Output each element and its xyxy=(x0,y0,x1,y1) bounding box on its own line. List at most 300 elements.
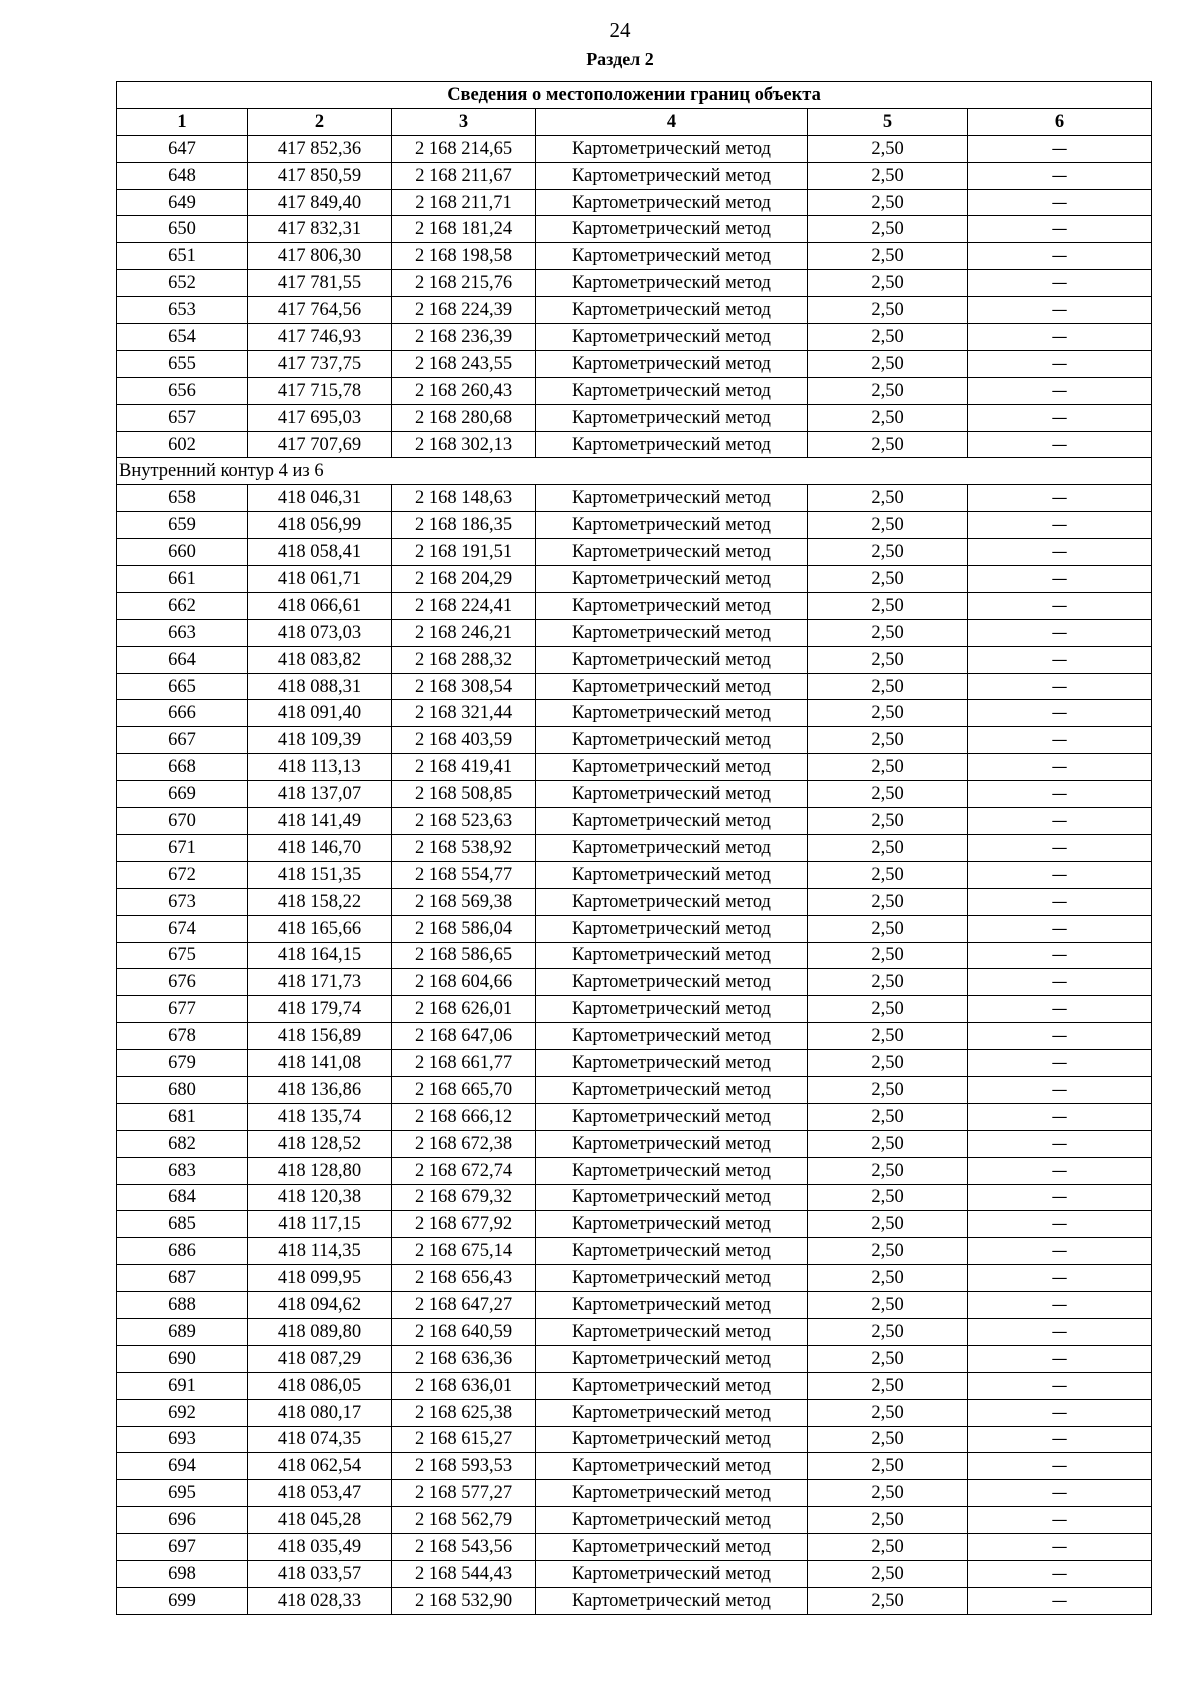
y-coordinate-cell: 2 168 626,01 xyxy=(392,996,536,1023)
point-number-cell: 684 xyxy=(117,1184,248,1211)
point-number-cell: 694 xyxy=(117,1453,248,1480)
x-coordinate-cell: 418 164,15 xyxy=(248,942,392,969)
table-row xyxy=(117,404,1152,431)
y-coordinate-cell: 2 168 647,06 xyxy=(392,1023,536,1050)
description-cell: — xyxy=(968,1426,1152,1453)
method-cell: Картометрический метод xyxy=(536,243,808,270)
table-row xyxy=(117,1399,1152,1426)
accuracy-cell: 2,50 xyxy=(808,754,968,781)
method-cell: Картометрический метод xyxy=(536,1318,808,1345)
y-coordinate-cell: 2 168 569,38 xyxy=(392,888,536,915)
point-number-cell: 648 xyxy=(117,162,248,189)
table-row xyxy=(117,1345,1152,1372)
table-row xyxy=(117,243,1152,270)
x-coordinate-cell: 417 781,55 xyxy=(248,270,392,297)
accuracy-cell: 2,50 xyxy=(808,539,968,566)
description-cell: — xyxy=(968,915,1152,942)
point-number-cell: 676 xyxy=(117,969,248,996)
accuracy-cell: 2,50 xyxy=(808,1265,968,1292)
y-coordinate-cell: 2 168 321,44 xyxy=(392,700,536,727)
accuracy-cell: 2,50 xyxy=(808,834,968,861)
x-coordinate-cell: 418 146,70 xyxy=(248,834,392,861)
table-row xyxy=(117,1480,1152,1507)
point-number-cell: 655 xyxy=(117,350,248,377)
y-coordinate-cell: 2 168 288,32 xyxy=(392,646,536,673)
y-coordinate-cell: 2 168 577,27 xyxy=(392,1480,536,1507)
method-cell: Картометрический метод xyxy=(536,324,808,351)
y-coordinate-cell: 2 168 243,55 xyxy=(392,350,536,377)
x-coordinate-cell: 418 066,61 xyxy=(248,592,392,619)
y-coordinate-cell: 2 168 672,74 xyxy=(392,1157,536,1184)
description-cell: — xyxy=(968,1399,1152,1426)
accuracy-cell: 2,50 xyxy=(808,1103,968,1130)
table-row xyxy=(117,1426,1152,1453)
boundary-coordinates-table xyxy=(116,81,1152,1615)
method-cell: Картометрический метод xyxy=(536,1372,808,1399)
table-row xyxy=(117,1453,1152,1480)
description-cell: — xyxy=(968,216,1152,243)
x-coordinate-cell: 417 852,36 xyxy=(248,135,392,162)
description-cell: — xyxy=(968,270,1152,297)
y-coordinate-cell: 2 168 308,54 xyxy=(392,673,536,700)
method-cell: Картометрический метод xyxy=(536,915,808,942)
table-row xyxy=(117,485,1152,512)
table-row xyxy=(117,646,1152,673)
point-number-cell: 691 xyxy=(117,1372,248,1399)
accuracy-cell: 2,50 xyxy=(808,1345,968,1372)
method-cell: Картометрический метод xyxy=(536,297,808,324)
method-cell: Картометрический метод xyxy=(536,673,808,700)
description-cell: — xyxy=(968,673,1152,700)
accuracy-cell: 2,50 xyxy=(808,700,968,727)
accuracy-cell: 2,50 xyxy=(808,592,968,619)
method-cell: Картометрический метод xyxy=(536,1534,808,1561)
point-number-cell: 653 xyxy=(117,297,248,324)
accuracy-cell: 2,50 xyxy=(808,1453,968,1480)
method-cell: Картометрический метод xyxy=(536,1292,808,1319)
description-cell: — xyxy=(968,1480,1152,1507)
accuracy-cell: 2,50 xyxy=(808,404,968,431)
y-coordinate-cell: 2 168 543,56 xyxy=(392,1534,536,1561)
x-coordinate-cell: 418 074,35 xyxy=(248,1426,392,1453)
method-cell: Картометрический метод xyxy=(536,1238,808,1265)
y-coordinate-cell: 2 168 661,77 xyxy=(392,1050,536,1077)
accuracy-cell: 2,50 xyxy=(808,1292,968,1319)
x-coordinate-cell: 418 053,47 xyxy=(248,1480,392,1507)
y-coordinate-cell: 2 168 554,77 xyxy=(392,861,536,888)
accuracy-cell: 2,50 xyxy=(808,566,968,593)
contour-label: Внутренний контур 4 из 6 xyxy=(117,458,1152,485)
accuracy-cell: 2,50 xyxy=(808,1130,968,1157)
x-coordinate-cell: 417 764,56 xyxy=(248,297,392,324)
table-row xyxy=(117,377,1152,404)
table-row xyxy=(117,1292,1152,1319)
description-cell: — xyxy=(968,1238,1152,1265)
accuracy-cell: 2,50 xyxy=(808,1318,968,1345)
table-body xyxy=(117,135,1152,1614)
x-coordinate-cell: 418 135,74 xyxy=(248,1103,392,1130)
x-coordinate-cell: 418 109,39 xyxy=(248,727,392,754)
accuracy-cell: 2,50 xyxy=(808,1372,968,1399)
x-coordinate-cell: 418 128,52 xyxy=(248,1130,392,1157)
method-cell: Картометрический метод xyxy=(536,135,808,162)
table-row xyxy=(117,1050,1152,1077)
point-number-cell: 663 xyxy=(117,619,248,646)
description-cell: — xyxy=(968,431,1152,458)
description-cell: — xyxy=(968,512,1152,539)
description-cell: — xyxy=(968,781,1152,808)
x-coordinate-cell: 418 151,35 xyxy=(248,861,392,888)
x-coordinate-cell: 417 746,93 xyxy=(248,324,392,351)
method-cell: Картометрический метод xyxy=(536,350,808,377)
accuracy-cell: 2,50 xyxy=(808,1211,968,1238)
y-coordinate-cell: 2 168 204,29 xyxy=(392,566,536,593)
point-number-cell: 656 xyxy=(117,377,248,404)
table-row xyxy=(117,1211,1152,1238)
description-cell: — xyxy=(968,861,1152,888)
method-cell: Картометрический метод xyxy=(536,754,808,781)
y-coordinate-cell: 2 168 593,53 xyxy=(392,1453,536,1480)
x-coordinate-cell: 418 033,57 xyxy=(248,1560,392,1587)
y-coordinate-cell: 2 168 677,92 xyxy=(392,1211,536,1238)
description-cell: — xyxy=(968,485,1152,512)
table-row xyxy=(117,324,1152,351)
method-cell: Картометрический метод xyxy=(536,1265,808,1292)
method-cell: Картометрический метод xyxy=(536,1103,808,1130)
point-number-cell: 675 xyxy=(117,942,248,969)
y-coordinate-cell: 2 168 675,14 xyxy=(392,1238,536,1265)
description-cell: — xyxy=(968,324,1152,351)
description-cell: — xyxy=(968,1318,1152,1345)
accuracy-cell: 2,50 xyxy=(808,216,968,243)
point-number-cell: 679 xyxy=(117,1050,248,1077)
description-cell: — xyxy=(968,1211,1152,1238)
column-header-5: 5 xyxy=(808,108,968,135)
method-cell: Картометрический метод xyxy=(536,942,808,969)
x-coordinate-cell: 418 179,74 xyxy=(248,996,392,1023)
point-number-cell: 698 xyxy=(117,1560,248,1587)
description-cell: — xyxy=(968,243,1152,270)
method-cell: Картометрический метод xyxy=(536,1507,808,1534)
table-row xyxy=(117,566,1152,593)
method-cell: Картометрический метод xyxy=(536,1426,808,1453)
y-coordinate-cell: 2 168 544,43 xyxy=(392,1560,536,1587)
x-coordinate-cell: 418 086,05 xyxy=(248,1372,392,1399)
description-cell: — xyxy=(968,404,1152,431)
table-row xyxy=(117,297,1152,324)
x-coordinate-cell: 418 083,82 xyxy=(248,646,392,673)
point-number-cell: 674 xyxy=(117,915,248,942)
table-row xyxy=(117,754,1152,781)
accuracy-cell: 2,50 xyxy=(808,297,968,324)
table-row xyxy=(117,673,1152,700)
accuracy-cell: 2,50 xyxy=(808,135,968,162)
point-number-cell: 652 xyxy=(117,270,248,297)
point-number-cell: 683 xyxy=(117,1157,248,1184)
description-cell: — xyxy=(968,1076,1152,1103)
table-row xyxy=(117,781,1152,808)
table-row xyxy=(117,1184,1152,1211)
point-number-cell: 669 xyxy=(117,781,248,808)
point-number-cell: 668 xyxy=(117,754,248,781)
description-cell: — xyxy=(968,727,1152,754)
y-coordinate-cell: 2 168 246,21 xyxy=(392,619,536,646)
point-number-cell: 699 xyxy=(117,1587,248,1614)
description-cell: — xyxy=(968,297,1152,324)
y-coordinate-cell: 2 168 224,41 xyxy=(392,592,536,619)
point-number-cell: 693 xyxy=(117,1426,248,1453)
x-coordinate-cell: 417 806,30 xyxy=(248,243,392,270)
x-coordinate-cell: 418 089,80 xyxy=(248,1318,392,1345)
accuracy-cell: 2,50 xyxy=(808,861,968,888)
table-caption-row xyxy=(117,82,1152,109)
description-cell: — xyxy=(968,1372,1152,1399)
method-cell: Картометрический метод xyxy=(536,270,808,297)
table-row xyxy=(117,1560,1152,1587)
y-coordinate-cell: 2 168 640,59 xyxy=(392,1318,536,1345)
point-number-cell: 654 xyxy=(117,324,248,351)
method-cell: Картометрический метод xyxy=(536,619,808,646)
accuracy-cell: 2,50 xyxy=(808,1587,968,1614)
x-coordinate-cell: 418 113,13 xyxy=(248,754,392,781)
x-coordinate-cell: 417 695,03 xyxy=(248,404,392,431)
method-cell: Картометрический метод xyxy=(536,216,808,243)
column-header-2: 2 xyxy=(248,108,392,135)
description-cell: — xyxy=(968,1292,1152,1319)
table-row xyxy=(117,834,1152,861)
accuracy-cell: 2,50 xyxy=(808,1426,968,1453)
table-row xyxy=(117,996,1152,1023)
x-coordinate-cell: 418 046,31 xyxy=(248,485,392,512)
point-number-cell: 681 xyxy=(117,1103,248,1130)
accuracy-cell: 2,50 xyxy=(808,888,968,915)
description-cell: — xyxy=(968,1345,1152,1372)
x-coordinate-cell: 418 073,03 xyxy=(248,619,392,646)
description-cell: — xyxy=(968,162,1152,189)
point-number-cell: 687 xyxy=(117,1265,248,1292)
method-cell: Картометрический метод xyxy=(536,1211,808,1238)
table-row xyxy=(117,942,1152,969)
method-cell: Картометрический метод xyxy=(536,781,808,808)
point-number-cell: 682 xyxy=(117,1130,248,1157)
table-row xyxy=(117,700,1152,727)
point-number-cell: 695 xyxy=(117,1480,248,1507)
accuracy-cell: 2,50 xyxy=(808,1157,968,1184)
accuracy-cell: 2,50 xyxy=(808,431,968,458)
table-row xyxy=(117,1534,1152,1561)
point-number-cell: 665 xyxy=(117,673,248,700)
method-cell: Картометрический метод xyxy=(536,1560,808,1587)
point-number-cell: 690 xyxy=(117,1345,248,1372)
x-coordinate-cell: 418 099,95 xyxy=(248,1265,392,1292)
accuracy-cell: 2,50 xyxy=(808,377,968,404)
accuracy-cell: 2,50 xyxy=(808,1184,968,1211)
description-cell: — xyxy=(968,808,1152,835)
description-cell: — xyxy=(968,1050,1152,1077)
description-cell: — xyxy=(968,1587,1152,1614)
x-coordinate-cell: 418 120,38 xyxy=(248,1184,392,1211)
table-row xyxy=(117,1372,1152,1399)
table-row xyxy=(117,1587,1152,1614)
point-number-cell: 680 xyxy=(117,1076,248,1103)
point-number-cell: 664 xyxy=(117,646,248,673)
table-row xyxy=(117,162,1152,189)
point-number-cell: 686 xyxy=(117,1238,248,1265)
point-number-cell: 650 xyxy=(117,216,248,243)
description-cell: — xyxy=(968,1130,1152,1157)
accuracy-cell: 2,50 xyxy=(808,270,968,297)
y-coordinate-cell: 2 168 586,65 xyxy=(392,942,536,969)
y-coordinate-cell: 2 168 679,32 xyxy=(392,1184,536,1211)
point-number-cell: 670 xyxy=(117,808,248,835)
description-cell: — xyxy=(968,996,1152,1023)
x-coordinate-cell: 417 832,31 xyxy=(248,216,392,243)
point-number-cell: 667 xyxy=(117,727,248,754)
table-row xyxy=(117,1076,1152,1103)
x-coordinate-cell: 418 156,89 xyxy=(248,1023,392,1050)
table-row xyxy=(117,969,1152,996)
y-coordinate-cell: 2 168 211,71 xyxy=(392,189,536,216)
accuracy-cell: 2,50 xyxy=(808,969,968,996)
y-coordinate-cell: 2 168 508,85 xyxy=(392,781,536,808)
accuracy-cell: 2,50 xyxy=(808,1050,968,1077)
method-cell: Картометрический метод xyxy=(536,888,808,915)
y-coordinate-cell: 2 168 191,51 xyxy=(392,539,536,566)
description-cell: — xyxy=(968,1453,1152,1480)
description-cell: — xyxy=(968,1560,1152,1587)
method-cell: Картометрический метод xyxy=(536,996,808,1023)
description-cell: — xyxy=(968,566,1152,593)
point-number-cell: 692 xyxy=(117,1399,248,1426)
accuracy-cell: 2,50 xyxy=(808,512,968,539)
table-row xyxy=(117,350,1152,377)
accuracy-cell: 2,50 xyxy=(808,1480,968,1507)
accuracy-cell: 2,50 xyxy=(808,915,968,942)
column-header-1: 1 xyxy=(117,108,248,135)
description-cell: — xyxy=(968,1023,1152,1050)
accuracy-cell: 2,50 xyxy=(808,350,968,377)
x-coordinate-cell: 418 171,73 xyxy=(248,969,392,996)
y-coordinate-cell: 2 168 636,36 xyxy=(392,1345,536,1372)
x-coordinate-cell: 418 045,28 xyxy=(248,1507,392,1534)
y-coordinate-cell: 2 168 625,38 xyxy=(392,1399,536,1426)
table-row xyxy=(117,888,1152,915)
description-cell: — xyxy=(968,834,1152,861)
description-cell: — xyxy=(968,1507,1152,1534)
point-number-cell: 673 xyxy=(117,888,248,915)
description-cell: — xyxy=(968,646,1152,673)
x-coordinate-cell: 418 062,54 xyxy=(248,1453,392,1480)
x-coordinate-cell: 418 094,62 xyxy=(248,1292,392,1319)
table-row xyxy=(117,1318,1152,1345)
accuracy-cell: 2,50 xyxy=(808,1560,968,1587)
method-cell: Картометрический метод xyxy=(536,1076,808,1103)
description-cell: — xyxy=(968,189,1152,216)
x-coordinate-cell: 418 091,40 xyxy=(248,700,392,727)
point-number-cell: 685 xyxy=(117,1211,248,1238)
description-cell: — xyxy=(968,969,1152,996)
table-row xyxy=(117,1130,1152,1157)
table-row xyxy=(117,1238,1152,1265)
accuracy-cell: 2,50 xyxy=(808,619,968,646)
column-header-6: 6 xyxy=(968,108,1152,135)
y-coordinate-cell: 2 168 215,76 xyxy=(392,270,536,297)
table-row xyxy=(117,1265,1152,1292)
x-coordinate-cell: 418 028,33 xyxy=(248,1587,392,1614)
table-caption: Сведения о местоположении границ объекта xyxy=(117,82,1152,109)
accuracy-cell: 2,50 xyxy=(808,727,968,754)
y-coordinate-cell: 2 168 302,13 xyxy=(392,431,536,458)
table-row xyxy=(117,1507,1152,1534)
accuracy-cell: 2,50 xyxy=(808,781,968,808)
y-coordinate-cell: 2 168 538,92 xyxy=(392,834,536,861)
x-coordinate-cell: 418 141,08 xyxy=(248,1050,392,1077)
method-cell: Картометрический метод xyxy=(536,834,808,861)
description-cell: — xyxy=(968,350,1152,377)
point-number-cell: 657 xyxy=(117,404,248,431)
point-number-cell: 660 xyxy=(117,539,248,566)
point-number-cell: 666 xyxy=(117,700,248,727)
method-cell: Картометрический метод xyxy=(536,1345,808,1372)
x-coordinate-cell: 417 707,69 xyxy=(248,431,392,458)
y-coordinate-cell: 2 168 604,66 xyxy=(392,969,536,996)
point-number-cell: 647 xyxy=(117,135,248,162)
x-coordinate-cell: 418 137,07 xyxy=(248,781,392,808)
y-coordinate-cell: 2 168 280,68 xyxy=(392,404,536,431)
y-coordinate-cell: 2 168 260,43 xyxy=(392,377,536,404)
table-row xyxy=(117,539,1152,566)
description-cell: — xyxy=(968,942,1152,969)
method-cell: Картометрический метод xyxy=(536,1157,808,1184)
table-row xyxy=(117,216,1152,243)
method-cell: Картометрический метод xyxy=(536,189,808,216)
description-cell: — xyxy=(968,592,1152,619)
accuracy-cell: 2,50 xyxy=(808,243,968,270)
accuracy-cell: 2,50 xyxy=(808,1399,968,1426)
x-coordinate-cell: 418 080,17 xyxy=(248,1399,392,1426)
description-cell: — xyxy=(968,1157,1152,1184)
y-coordinate-cell: 2 168 666,12 xyxy=(392,1103,536,1130)
accuracy-cell: 2,50 xyxy=(808,1507,968,1534)
method-cell: Картометрический метод xyxy=(536,162,808,189)
accuracy-cell: 2,50 xyxy=(808,996,968,1023)
description-cell: — xyxy=(968,700,1152,727)
y-coordinate-cell: 2 168 198,58 xyxy=(392,243,536,270)
y-coordinate-cell: 2 168 236,39 xyxy=(392,324,536,351)
table-row xyxy=(117,512,1152,539)
point-number-cell: 678 xyxy=(117,1023,248,1050)
point-number-cell: 696 xyxy=(117,1507,248,1534)
x-coordinate-cell: 418 114,35 xyxy=(248,1238,392,1265)
description-cell: — xyxy=(968,1184,1152,1211)
method-cell: Картометрический метод xyxy=(536,404,808,431)
method-cell: Картометрический метод xyxy=(536,377,808,404)
y-coordinate-cell: 2 168 403,59 xyxy=(392,727,536,754)
y-coordinate-cell: 2 168 186,35 xyxy=(392,512,536,539)
accuracy-cell: 2,50 xyxy=(808,189,968,216)
method-cell: Картометрический метод xyxy=(536,1587,808,1614)
method-cell: Картометрический метод xyxy=(536,1399,808,1426)
y-coordinate-cell: 2 168 636,01 xyxy=(392,1372,536,1399)
method-cell: Картометрический метод xyxy=(536,861,808,888)
table-row xyxy=(117,1103,1152,1130)
accuracy-cell: 2,50 xyxy=(808,324,968,351)
y-coordinate-cell: 2 168 419,41 xyxy=(392,754,536,781)
description-cell: — xyxy=(968,754,1152,781)
table-row xyxy=(117,431,1152,458)
description-cell: — xyxy=(968,1103,1152,1130)
description-cell: — xyxy=(968,619,1152,646)
